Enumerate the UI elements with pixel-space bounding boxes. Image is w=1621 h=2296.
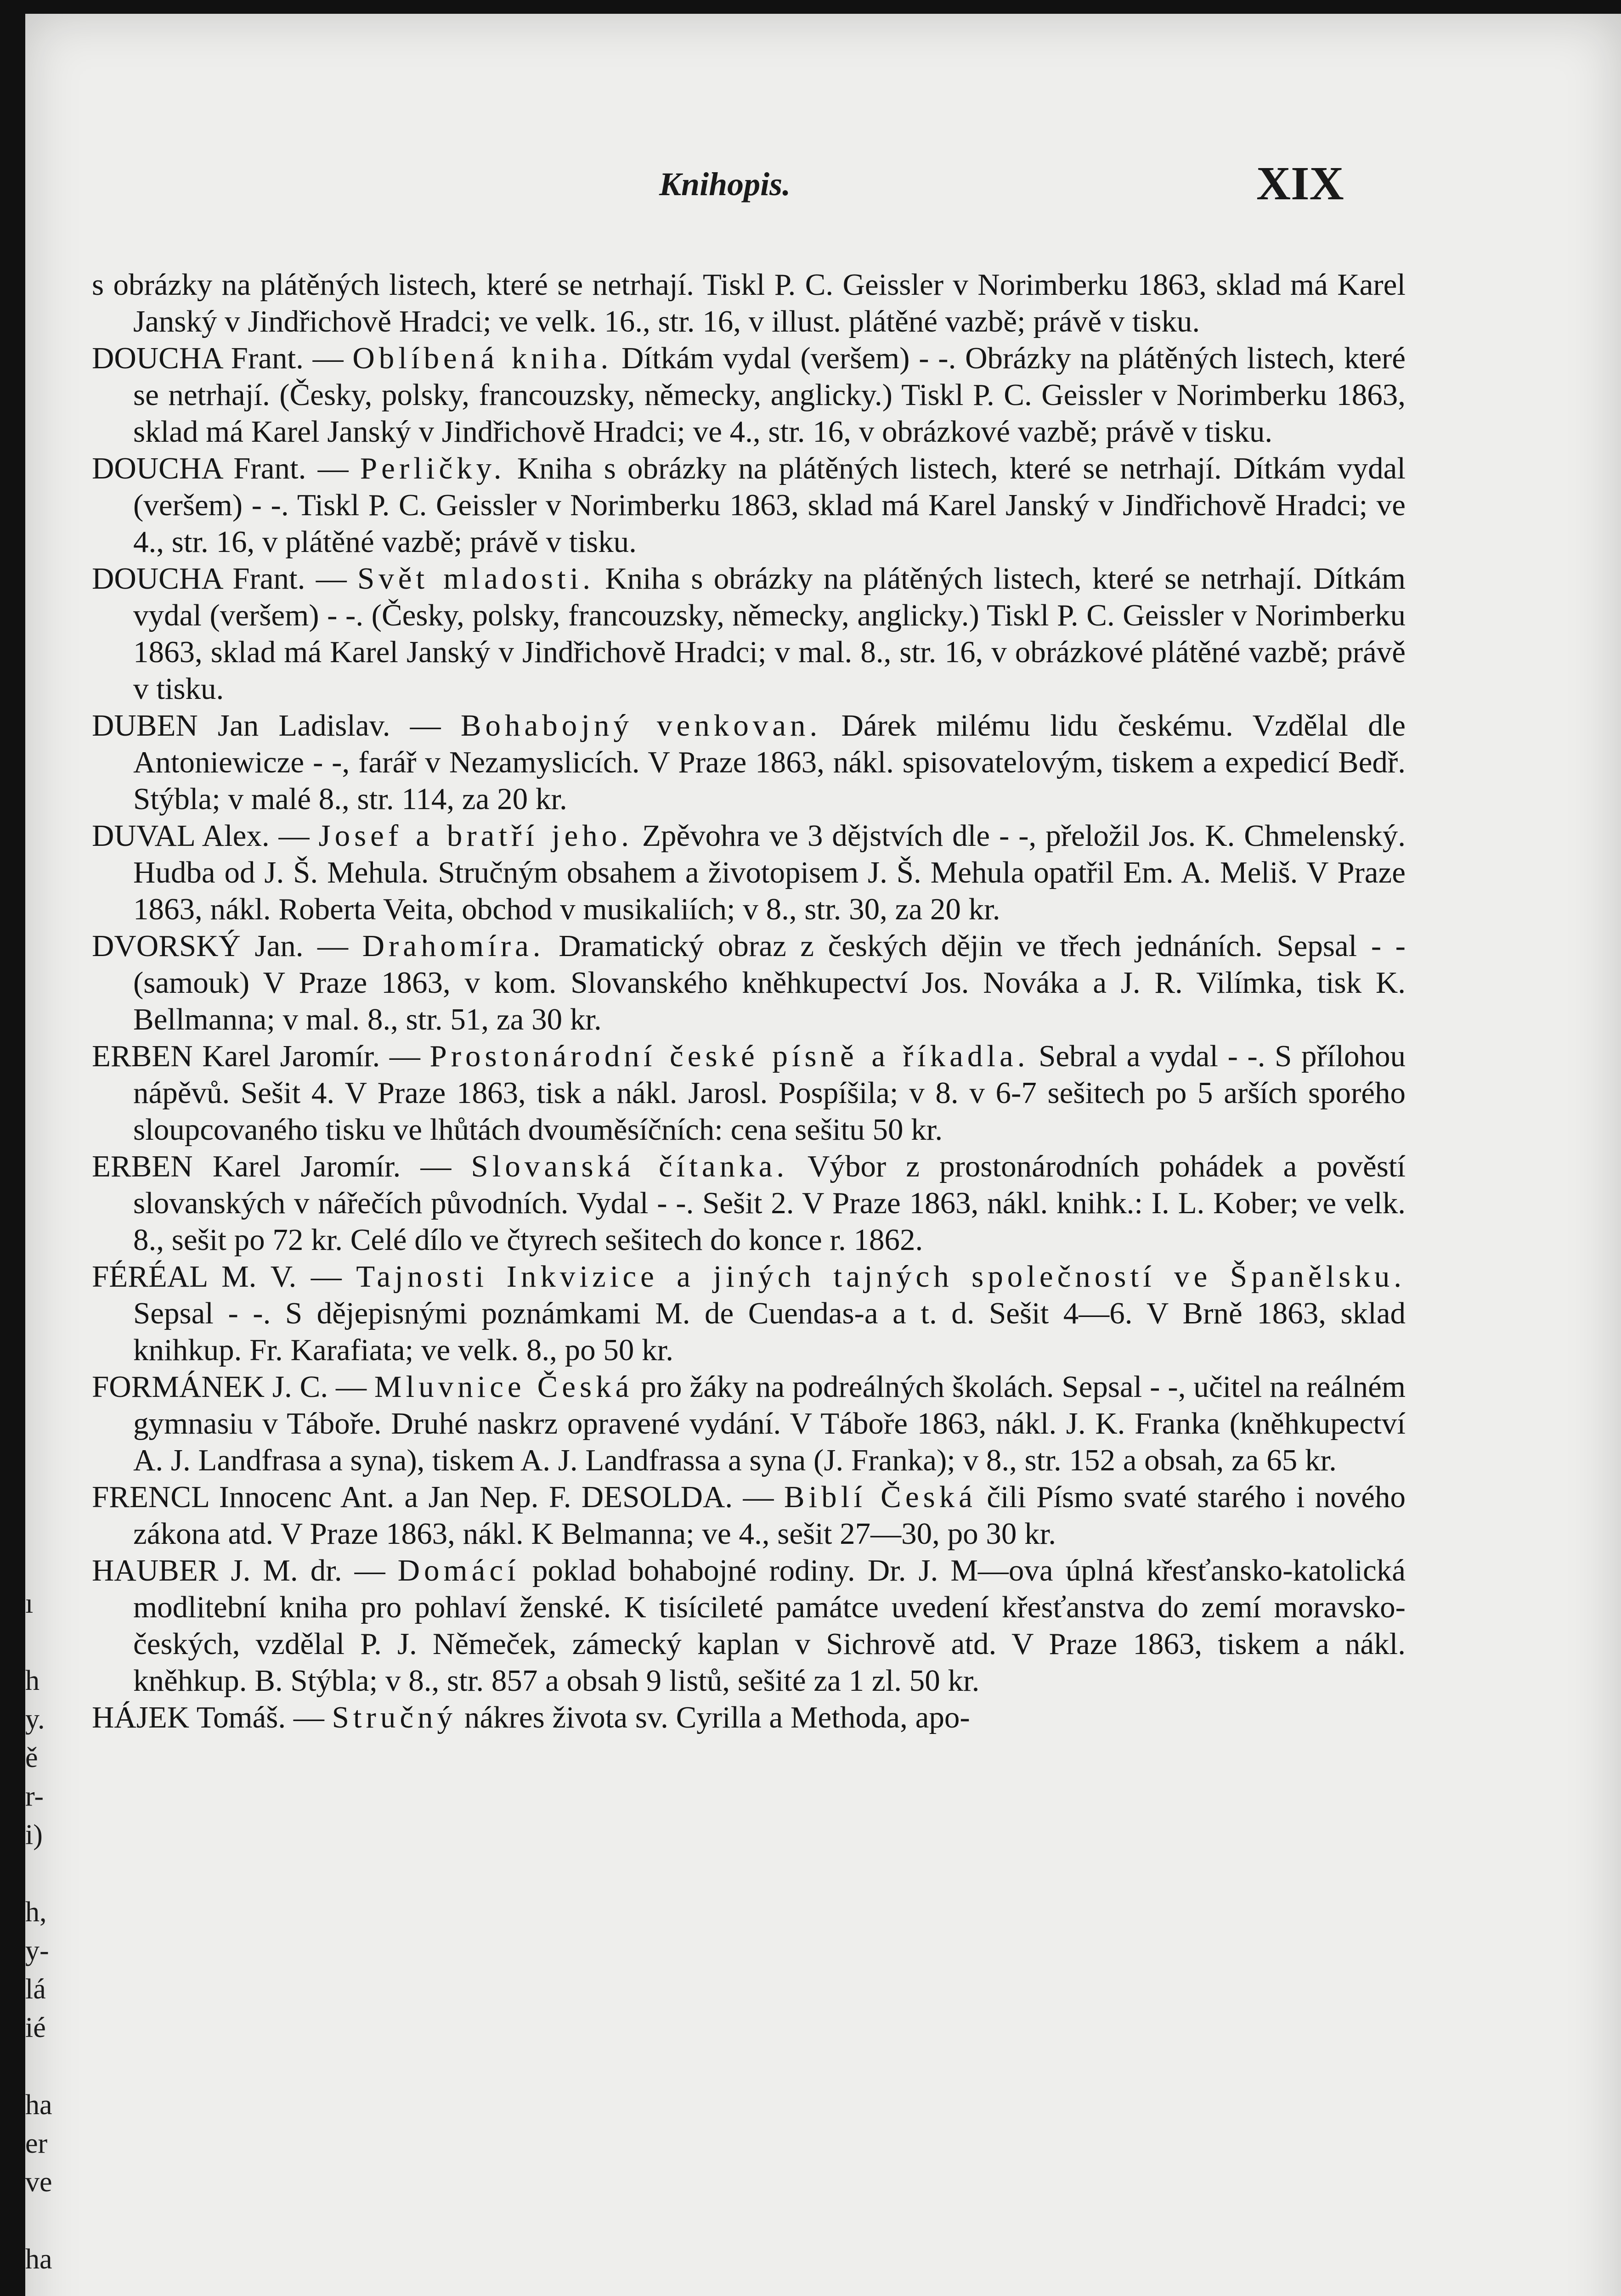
entry-author: DUBEN Jan Ladislav.	[92, 709, 390, 743]
entry-text: čili Písmo svaté starého i nového zákona atd. V Praze 1863, nákl. K Belmanna; ve 4., sešit 27—30, po 30 kr.	[133, 1480, 1406, 1551]
entry-title: Oblíbená kniha.	[352, 341, 613, 375]
entry-text: Dítkám vydal (veršem) - -. Obrázky na plátěných listech, které se netrhají. (Česky, polsky, francouzsky, německy, anglicky.) Tiskl P. C. Geissler v Norimberku 1863, sklad má Karel Janský v Jindřichově Hradci; ve 4., str. 16, v obrázkové vazbě; právě v tisku.	[133, 341, 1406, 449]
margin-fragment: y.	[25, 1704, 45, 1735]
page-number: XIX	[1256, 157, 1344, 210]
entry-author: DUVAL Alex.	[92, 819, 270, 853]
entry-title: Slovanská čítanka.	[471, 1149, 789, 1183]
entry-author: DOUCHA Frant.	[92, 562, 305, 596]
entry-author: HAUBER J. M. dr.	[92, 1553, 342, 1587]
entry-title: Perličky.	[360, 451, 506, 485]
entry-title: Domácí	[397, 1553, 520, 1587]
entry-text: nákres života sv. Cyrilla a Methoda, apo-	[464, 1700, 970, 1734]
entry-author: FORMÁNEK J. C.	[92, 1370, 328, 1404]
book-page	[25, 14, 1621, 2296]
margin-fragment	[25, 1854, 53, 1893]
entry-title: Josef a bratří jeho.	[318, 819, 633, 853]
margin-fragment: r-	[25, 1781, 44, 1812]
entry-title: Drahomíra.	[362, 929, 545, 963]
running-head: Knihopis.	[659, 166, 791, 203]
margin-fragment: ve	[25, 2167, 52, 2198]
margin-fragment	[25, 2201, 53, 2240]
entry-text: pro žáky na podreálných školách. Sepsal - -, učitel na reálném gymnasiu v Táboře. Druhé naskrz opravené vydání. V Táboře 1863, nákl. J. K. Franka (kněhkupectví A. J. Landfrasa a syna), tiskem A. J. Landfrassa a syna (J. Franka); v 8., str. 152 a obsah, za 65 kr.	[133, 1370, 1406, 1477]
bibliography-entry: ERBEN Karel Jaromír. — Prostonárodní české písně a říkadla. Sebral a vydal - -. S přílohou nápěvů. Sešit 4. V Praze 1863, tisk a nákl. Jarosl. Pospíšila; v 8. v 6-7 sešitech po 5 arších sporého sloupcovaného tisku ve lhůtách dvouměsíčních: cena sešitu 50 kr.	[92, 1039, 1406, 1147]
margin-fragment: lá	[25, 1974, 46, 2005]
entry-author: FÉRÉAL M. V.	[92, 1260, 297, 1294]
margin-fragment: i)	[25, 1819, 43, 1851]
entry-text: Sebral a vydal - -. S přílohou nápěvů. Sešit 4. V Praze 1863, tisk a nákl. Jarosl. Pospíšila; v 8. v 6-7 sešitech po 5 arších sporého sloupcovaného tisku ve lhůtách dvouměsíčních: cena sešitu 50 kr.	[133, 1039, 1406, 1147]
margin-fragment: y-	[25, 1935, 49, 1966]
bibliography-entry: DUVAL Alex. — Josef a bratří jeho. Zpěvohra ve 3 dějstvích dle - -, přeložil Jos. K. Chmelenský. Hudba od J. Š. Mehula. Stručným obsahem a životopisem J. Š. Mehula opatřil Em. A. Meliš. V Praze 1863, nákl. Roberta Veita, obchod v musikaliích; v 8., str. 30, za 20 kr.	[92, 819, 1406, 926]
bibliography-entry	[92, 266, 1406, 340]
margin-fragment: ı	[25, 1588, 34, 1619]
entry-text: Kniha s obrázky na plátěných listech, které se netrhají. Dítkám vydal (veršem) - -. Tiskl P. C. Geissler v Norimberku 1863, sklad má Karel Janský v Jindřichově Hradci; ve 4., str. 16, v plátěné vazbě; právě v tisku.	[133, 451, 1406, 559]
entry-title: Prostonárodní české písně a říkadla.	[429, 1039, 1029, 1073]
margin-fragment	[25, 2047, 53, 2086]
page-header	[25, 156, 1621, 211]
entry-author: FRENCL Innocenc Ant. a Jan Nep. F. DESOLDA.	[92, 1480, 733, 1514]
left-margin-fragments	[25, 1584, 53, 2279]
entry-text: s obrázky na plátěných listech, které se netrhají. Tiskl P. C. Geissler v Norimberku 1863, sklad má Karel Janský v Jindřichově Hradci; ve velk. 16., str. 16, v illust. plátěné vazbě; právě v tisku.	[92, 268, 1406, 338]
entry-title: Stručný	[332, 1700, 457, 1734]
bibliography-entry: ERBEN Karel Jaromír. — Slovanská čítanka. Výbor z prostonárodních pohádek a pověstí slovanských v nářečích původních. Vydal - -. Sešit 2. V Praze 1863, nákl. knihk.: I. L. Kober; ve velk. 8., sešit po 72 kr. Celé dílo ve čtyrech sešitech do konce r. 1862.	[92, 1149, 1406, 1257]
entry-author: ERBEN Karel Jaromír.	[92, 1039, 380, 1073]
entry-title: Svět mladosti.	[357, 562, 594, 596]
entry-title: Tajnosti Inkvizice a jiných tajných společností ve Španělsku.	[356, 1260, 1406, 1294]
entry-author: DOUCHA Frant.	[92, 451, 306, 485]
margin-fragment: er	[25, 2128, 48, 2159]
entry-text: Výbor z prostonárodních pohádek a pověstí slovanských v nářečích původních. Vydal - -. Sešit 2. V Praze 1863, nákl. knihk.: I. L. Kober; ve velk. 8., sešit po 72 kr. Celé dílo ve čtyrech sešitech do konce r. 1862.	[133, 1149, 1406, 1257]
entry-author: ERBEN Karel Jaromír.	[92, 1149, 401, 1183]
bibliography-entry: HAUBER J. M. dr. — Domácí poklad bohabojné rodiny. Dr. J. M—ova úplná křesťansko-katolická modlitební kniha pro pohlaví ženské. K tisícileté památce uvedení křesťanstva do zemí moravsko-českých, vzdělal P. J. Němeček, zámecký kaplan v Sichrově atd. V Praze 1863, tiskem a nákl. kněhkup. B. Stýbla; v 8., str. 857 a obsah 9 listů, sešité za 1 zl. 50 kr.	[92, 1553, 1406, 1698]
entry-text: Sepsal - -. S dějepisnými poznámkami M. de Cuendas-a a t. d. Sešit 4—6. V Brně 1863, sklad knihkup. Fr. Karafiata; ve velk. 8., po 50 kr.	[133, 1296, 1406, 1367]
bibliography-entry: FORMÁNEK J. C. — Mluvnice Česká pro žáky na podreálných školách. Sepsal - -, učitel na reálném gymnasiu v Táboře. Druhé naskrz opravené vydání. V Táboře 1863, nákl. J. K. Franka (kněhkupectví A. J. Landfrasa a syna), tiskem A. J. Landfrassa a syna (J. Franka); v 8., str. 152 a obsah, za 65 kr.	[92, 1370, 1406, 1477]
entry-author: DOUCHA Frant.	[92, 341, 304, 375]
entry-text: poklad bohabojné rodiny. Dr. J. M—ova úplná křesťansko-katolická modlitební kniha pro pohlaví ženské. K tisícileté památce uvedení křesťanstva do zemí moravsko-českých, vzdělal P. J. Němeček, zámecký kaplan v Sichrově atd. V Praze 1863, tiskem a nákl. kněhkup. B. Stýbla; v 8., str. 857 a obsah 9 listů, sešité za 1 zl. 50 kr.	[133, 1553, 1406, 1698]
bibliography-entry: DOUCHA Frant. — Svět mladosti. Kniha s obrázky na plátěných listech, které se netrhají. Dítkám vydal (veršem) - -. (Česky, polsky, francouzsky, německy, anglicky.) Tiskl P. C. Geissler v Norimberku 1863, sklad má Karel Janský v Jindřichově Hradci; v mal. 8., str. 16, v obrázkové plátěné vazbě; právě v tisku.	[92, 562, 1406, 706]
entry-title: Bohabojný venkovan.	[460, 709, 822, 743]
bibliography-entry: FRENCL Innocenc Ant. a Jan Nep. F. DESOLDA. — Biblí Česká čili Písmo svaté starého i nového zákona atd. V Praze 1863, nákl. K Belmanna; ve 4., sešit 27—30, po 30 kr.	[92, 1480, 1406, 1551]
bibliography-entry: DUBEN Jan Ladislav. — Bohabojný venkovan. Dárek milému lidu českému. Vzdělal dle Antoniewicze - -, farář v Nezamyslicích. V Praze 1863, nákl. spisovatelovým, tiskem a expedicí Bedř. Stýbla; v malé 8., str. 114, za 20 kr.	[92, 709, 1406, 816]
margin-fragment: ié	[25, 2012, 46, 2043]
entry-title: Mluvnice Česká	[374, 1370, 633, 1404]
entry-title: Biblí Česká	[784, 1480, 977, 1514]
entry-text: Zpěvohra ve 3 dějstvích dle - -, přeložil Jos. K. Chmelenský. Hudba od J. Š. Mehula. Stručným obsahem a životopisem J. Š. Mehula opatřil Em. A. Meliš. V Praze 1863, nákl. Roberta Veita, obchod v musikaliích; v 8., str. 30, za 20 kr.	[133, 819, 1406, 926]
entry-author: DVORSKÝ Jan.	[92, 929, 304, 963]
bibliography-entry: DOUCHA Frant. — Oblíbená kniha. Dítkám vydal (veršem) - -. Obrázky na plátěných listech, které se netrhají. (Česky, polsky, francouzsky, německy, anglicky.) Tiskl P. C. Geissler v Norimberku 1863, sklad má Karel Janský v Jindřichově Hradci; ve 4., str. 16, v obrázkové vazbě; právě v tisku.	[92, 341, 1406, 449]
margin-fragment: ě	[25, 1742, 38, 1773]
entry-text: Dárek milému lidu českému. Vzdělal dle Antoniewicze - -, farář v Nezamyslicích. V Praze 1863, nákl. spisovatelovým, tiskem a expedicí Bedř. Stýbla; v malé 8., str. 114, za 20 kr.	[133, 709, 1406, 816]
margin-fragment: h,	[25, 1896, 47, 1928]
margin-fragment: ha	[25, 2089, 52, 2121]
margin-fragment: ha	[25, 2244, 52, 2275]
bibliography-entry: DOUCHA Frant. — Perličky. Kniha s obrázky na plátěných listech, které se netrhají. Dítkám vydal (veršem) - -. Tiskl P. C. Geissler v Norimberku 1863, sklad má Karel Janský v Jindřichově Hradci; ve 4., str. 16, v plátěné vazbě; právě v tisku.	[92, 451, 1406, 559]
bibliography-entries	[92, 266, 1406, 1736]
margin-fragment: h	[25, 1665, 40, 1696]
bibliography-entry: HÁJEK Tomáš. — Stručný nákres života sv. Cyrilla a Methoda, apo-	[92, 1700, 970, 1734]
bibliography-entry: DVORSKÝ Jan. — Drahomíra. Dramatický obraz z českých dějin ve třech jednáních. Sepsal - - (samouk) V Praze 1863, v kom. Slovanského kněhkupectví Jos. Nováka a J. R. Vilímka, tisk K. Bellmanna; v mal. 8., str. 51, za 30 kr.	[92, 929, 1406, 1036]
entry-text: Kniha s obrázky na plátěných listech, které se netrhají. Dítkám vydal (veršem) - -. (Česky, polsky, francouzsky, německy, anglicky.) Tiskl P. C. Geissler v Norimberku 1863, sklad má Karel Janský v Jindřichově Hradci; v mal. 8., str. 16, v obrázkové plátěné vazbě; právě v tisku.	[133, 562, 1406, 706]
margin-fragment	[25, 1623, 53, 1661]
entry-author: HÁJEK Tomáš.	[92, 1700, 286, 1734]
entry-text: Dramatický obraz z českých dějin ve třech jednáních. Sepsal - - (samouk) V Praze 1863, v kom. Slovanského kněhkupectví Jos. Nováka a J. R. Vilímka, tisk K. Bellmanna; v mal. 8., str. 51, za 30 kr.	[133, 929, 1406, 1036]
bibliography-entry: FÉRÉAL M. V. — Tajnosti Inkvizice a jiných tajných společností ve Španělsku. Sepsal - -. S dějepisnými poznámkami M. de Cuendas-a a t. d. Sešit 4—6. V Brně 1863, sklad knihkup. Fr. Karafiata; ve velk. 8., po 50 kr.	[92, 1260, 1406, 1367]
